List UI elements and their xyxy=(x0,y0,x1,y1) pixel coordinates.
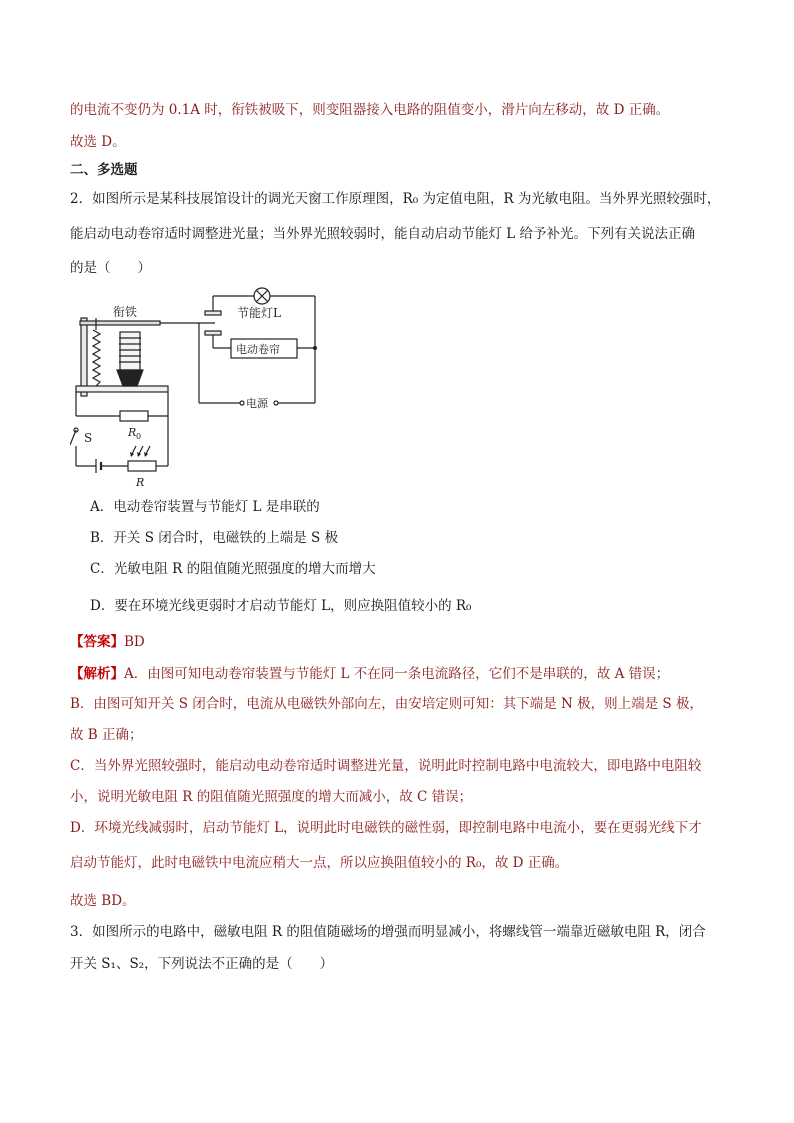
photoresistor-label: R xyxy=(136,476,145,489)
answer-label: 【答案】 xyxy=(70,634,124,650)
q3-stem-line-2: 开关 S₁、S₂，下列说法不正确的是（ ） xyxy=(70,956,334,972)
q2-option-a: A．电动卷帘装置与节能灯 L 是串联的 xyxy=(90,499,320,515)
intro-line-1: 的电流不变仍为 0.1A 时，衔铁被吸下，则变阻器接入电路的阻值变小，滑片向左移动，故 D 正确。 xyxy=(70,102,670,118)
analysis-c-line-2: 小，说明光敏电阻 R 的阻值随光照强度的增大而减小，故 C 错误； xyxy=(70,789,473,805)
q2-answer xyxy=(70,632,145,652)
analysis-d-line-2: 启动节能灯，此时电磁铁中电流应稍大一点，所以应换阻值较小的 R₀，故 D 正确。 xyxy=(70,855,569,871)
analysis-d-line-1: D．环境光线减弱时，启动节能灯 L，说明此时电磁铁的磁性弱，即控制电路中电流小，要在更弱光线下才 xyxy=(70,820,702,836)
lamp-label: 节能灯L xyxy=(237,306,281,320)
armature-label: 衔铁 xyxy=(113,305,138,319)
analysis-b-line-1: B．由图可知开关 S 闭合时，电流从电磁铁外部向左，由安培定则可知：其下端是 N 极，则上端是 S 极， xyxy=(70,696,703,712)
r0-subscript: 0 xyxy=(136,432,142,441)
analysis-c-line-1: C．当外界光照较强时，能启动电动卷帘适时调整进光量，说明此时控制电路中电流较大，即电路中电阻较 xyxy=(70,758,702,774)
section-heading: 二、多选题 xyxy=(70,162,138,178)
q2-stem-line-1: 2．如图所示是某科技展馆设计的调光天窗工作原理图，R₀ 为定值电阻，R 为光敏电阻。当外界光照较强时， xyxy=(70,191,721,207)
q2-option-d: D．要在环境光线更弱时才启动节能灯 L，则应换阻值较小的 R₀ xyxy=(90,598,472,614)
q2-option-b: B．开关 S 闭合时，电磁铁的上端是 S 极 xyxy=(90,530,339,546)
q2-circuit-figure xyxy=(70,282,330,492)
r0-label: R xyxy=(128,426,137,439)
q2-stem-line-3: 的是（ ） xyxy=(70,260,151,276)
intro-line-2: 故选 D。 xyxy=(70,134,126,150)
q2-stem-line-2: 能启动电动卷帘适时调整进光量；当外界光照较弱时，能自动启动节能灯 L 给予补光。下列有关说法正确 xyxy=(70,226,696,242)
switch-label: S xyxy=(84,431,93,445)
analysis-label: 【解析】 xyxy=(70,666,124,682)
analysis-a-text: A．由图可知电动卷帘装置与节能灯 L 不在同一条电流路径，它们不是串联的，故 A 错误； xyxy=(124,666,670,682)
analysis-b-line-2: 故 B 正确； xyxy=(70,727,143,743)
q2-conclusion: 故选 BD。 xyxy=(70,893,136,909)
power-label: 电源 xyxy=(246,397,268,410)
curtain-label: 电动卷帘 xyxy=(236,343,280,356)
answer-value: BD xyxy=(124,634,145,650)
q2-option-c: C．光敏电阻 R 的阻值随光照强度的增大而增大 xyxy=(90,561,376,577)
q3-stem-line-1: 3．如图所示的电路中，磁敏电阻 R 的阻值随磁场的增强而明显减小，将螺线管一端靠近磁敏电阻 R，闭合 xyxy=(70,924,706,940)
analysis-a xyxy=(70,664,669,684)
